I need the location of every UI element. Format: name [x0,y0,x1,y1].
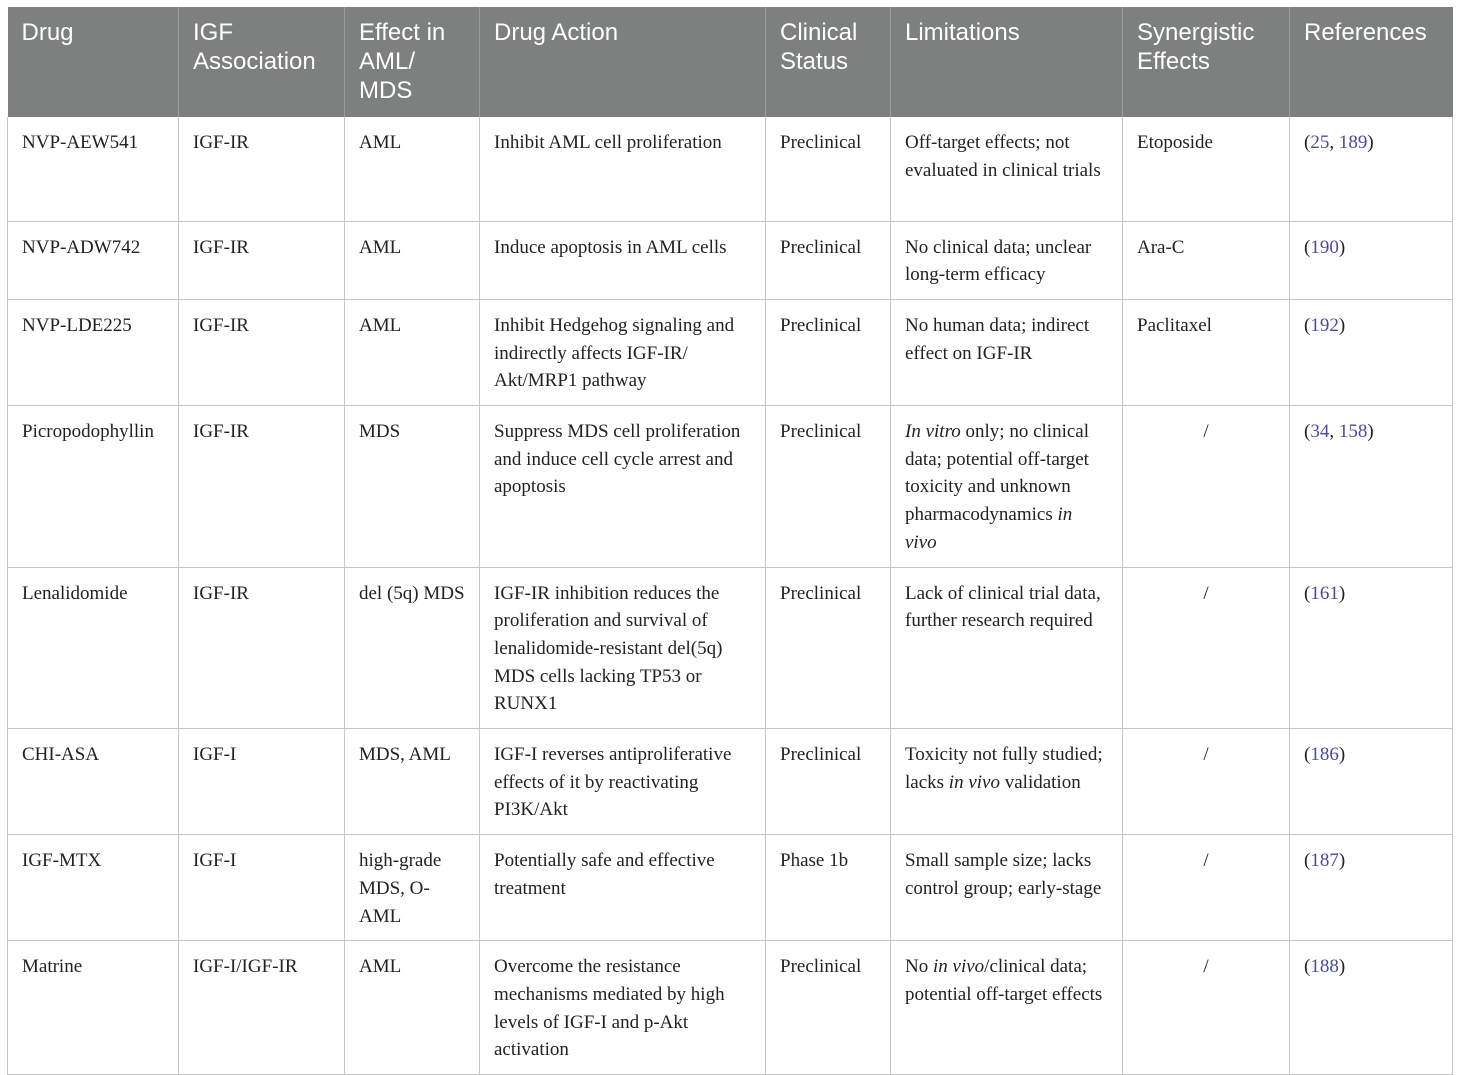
cell-drug: Lenalidomide [8,567,179,729]
header-effect: Effect in AML/ MDS [345,7,480,117]
cell-action: Induce apoptosis in AML cells [480,221,766,299]
header-clinical-status: Clinical Status [766,7,891,117]
cell-effect: del (5q) MDS [345,567,480,729]
cell-status: Phase 1b [766,835,891,941]
cell-effect: MDS [345,406,480,568]
limitation-italic: in vivo [905,504,1073,553]
cell-references [1290,567,1453,729]
table-row [8,941,1453,1075]
cell-synergy: / [1123,941,1290,1075]
cell-igf: IGF-IR [179,117,345,221]
limitation-italic: in vivo [932,956,985,978]
cell-action: Suppress MDS cell proliferation and induce cell cycle arrest and apoptosis [480,406,766,568]
cell-status: Preclinical [766,299,891,405]
cell-effect: AML [345,117,480,221]
cell-igf: IGF-IR [179,406,345,568]
limitation-text: only; no clinical data; potential off-target toxicity and unknown pharmacodynamics [905,421,1089,526]
ref-open: ( [1304,314,1311,336]
cell-limitations: Small sample size; lacks control group; early-stage [891,835,1123,941]
cell-effect: high-grade MDS, O-AML [345,835,480,941]
cell-limitations: No human data; indirect effect on IGF-IR [891,299,1123,405]
ref-close: ) [1338,956,1346,978]
ref-close: ) [1367,421,1374,443]
limitation-text: No [905,956,933,978]
cell-drug: Picropodophyllin [8,406,179,568]
drug-table [7,7,1453,1075]
cell-limitations [891,406,1123,568]
ref-close: ) [1338,314,1346,336]
cell-action: Potentially safe and effective treatment [480,835,766,941]
cell-effect: AML [345,941,480,1075]
ref-close: ) [1338,236,1346,258]
limitation-text: /clinical data; potential off-target effects [905,956,1103,1005]
reference-link[interactable]: 190 [1310,236,1339,258]
cell-status: Preclinical [766,567,891,729]
cell-synergy: Paclitaxel [1123,299,1290,405]
table-body [8,117,1453,1075]
ref-open: ( [1304,132,1311,153]
cell-drug: Matrine [8,941,179,1075]
table-row [8,406,1453,568]
cell-references [1290,406,1453,568]
header-row [8,7,1453,117]
reference-link[interactable]: 189 [1338,132,1368,153]
reference-link[interactable]: 158 [1338,421,1368,443]
reference-link[interactable]: 188 [1310,956,1339,978]
cell-action: IGF-IR inhibition reduces the proliferation and survival of lenalidomide-resistant del(5q) MDS cells lacking TP53 or RUNX1 [480,567,766,729]
table-header [8,7,1453,117]
ref-close: ) [1367,132,1374,153]
ref-open: ( [1304,956,1311,978]
cell-igf: IGF-I [179,835,345,941]
header-drug: Drug [8,7,179,117]
reference-link[interactable]: 34 [1310,421,1330,443]
table-row [8,221,1453,299]
cell-status: Preclinical [766,729,891,835]
cell-synergy: / [1123,729,1290,835]
cell-action: Inhibit AML cell proliferation [480,117,766,221]
header-drug-action: Drug Action [480,7,766,117]
cell-references [1290,221,1453,299]
cell-igf: IGF-I [179,729,345,835]
cell-drug: NVP-ADW742 [8,221,179,299]
ref-close: ) [1338,582,1346,604]
cell-limitations [891,941,1123,1075]
ref-open: ( [1304,850,1311,872]
cell-synergy: Etoposide [1123,117,1290,221]
cell-action: Inhibit Hedgehog signaling and indirectly affects IGF-IR/ Akt/MRP1 pathway [480,299,766,405]
limitation-text: validation [999,771,1081,793]
cell-drug: CHI-ASA [8,729,179,835]
cell-igf: IGF-I/IGF-IR [179,941,345,1075]
cell-references [1290,117,1453,221]
cell-references [1290,835,1453,941]
ref-close: ) [1338,744,1346,766]
table-row [8,117,1453,221]
cell-effect: AML [345,221,480,299]
cell-synergy: / [1123,406,1290,568]
cell-drug: NVP-LDE225 [8,299,179,405]
reference-link[interactable]: 187 [1310,850,1339,872]
reference-link[interactable]: 25 [1310,132,1330,153]
cell-status: Preclinical [766,221,891,299]
cell-status: Preclinical [766,406,891,568]
ref-open: ( [1304,421,1311,443]
ref-separator: , [1329,421,1339,443]
cell-references [1290,299,1453,405]
cell-igf: IGF-IR [179,567,345,729]
limitation-italic: in vivo [948,771,1000,793]
limitation-italic: In vitro [905,421,961,443]
reference-link[interactable]: 192 [1310,314,1339,336]
ref-open: ( [1304,744,1311,766]
data-table-container [7,7,1452,1075]
ref-close: ) [1338,850,1346,872]
cell-effect: AML [345,299,480,405]
cell-drug: IGF-MTX [8,835,179,941]
cell-igf: IGF-IR [179,221,345,299]
cell-limitations [891,729,1123,835]
table-row [8,835,1453,941]
cell-synergy: / [1123,835,1290,941]
table-row [8,729,1453,835]
cell-limitations: Off-target effects; not evaluated in clinical trials [891,117,1123,221]
ref-separator: , [1329,132,1339,153]
limitation-text: Toxicity not fully studied; lacks [905,744,1103,793]
cell-synergy: / [1123,567,1290,729]
header-references: References [1290,7,1453,117]
header-igf-association: IGF Association [179,7,345,117]
header-limitations: Limitations [891,7,1123,117]
cell-igf: IGF-IR [179,299,345,405]
table-row [8,567,1453,729]
cell-synergy: Ara-C [1123,221,1290,299]
cell-references [1290,941,1453,1075]
cell-references [1290,729,1453,835]
reference-link[interactable]: 161 [1310,582,1339,604]
cell-limitations: Lack of clinical trial data, further research required [891,567,1123,729]
header-synergistic-effects: Synergistic Effects [1123,7,1290,117]
cell-action: Overcome the resistance mechanisms mediated by high levels of IGF-I and p-Akt activation [480,941,766,1075]
cell-status: Preclinical [766,117,891,221]
cell-action: IGF-I reverses antiproliferative effects of it by reactivating PI3K/Akt [480,729,766,835]
ref-open: ( [1304,582,1311,604]
cell-status: Preclinical [766,941,891,1075]
cell-effect: MDS, AML [345,729,480,835]
ref-open: ( [1304,236,1311,258]
cell-drug: NVP-AEW541 [8,117,179,221]
reference-link[interactable]: 186 [1310,744,1339,766]
cell-limitations: No clinical data; unclear long-term efficacy [891,221,1123,299]
table-row [8,299,1453,405]
